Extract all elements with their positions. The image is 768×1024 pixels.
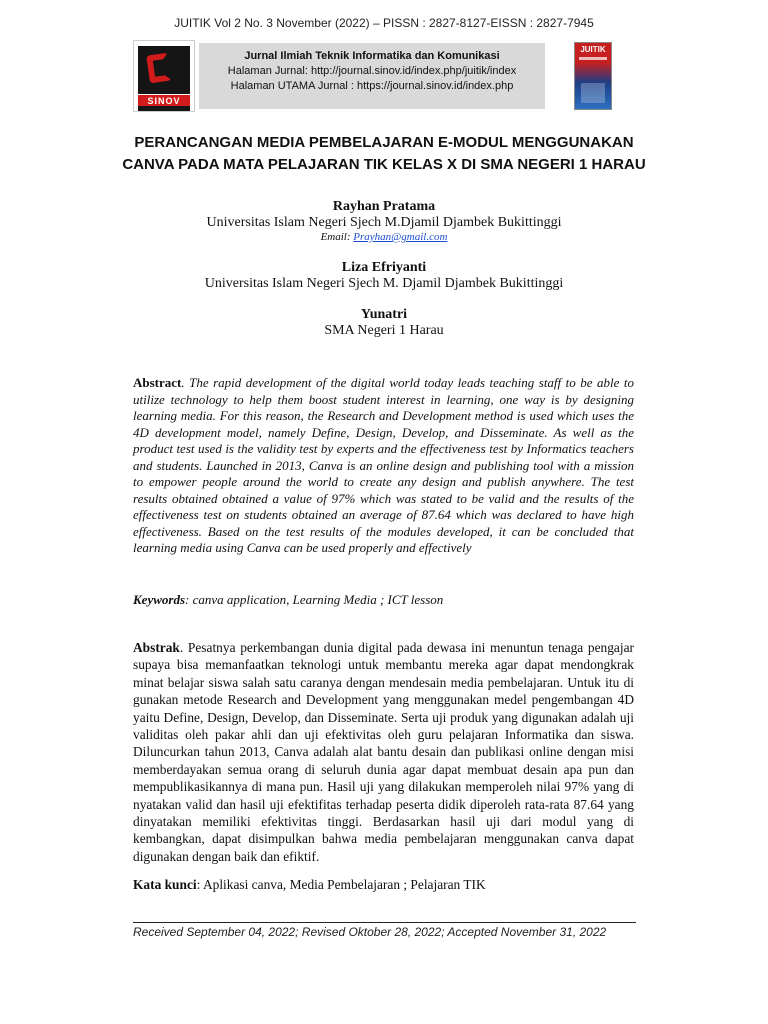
email-label: Email: — [320, 231, 351, 243]
author-affiliation: Universitas Islam Negeri Sjech M. Djamil Djambek Bukittinggi — [204, 276, 564, 291]
abstract-indonesian — [133, 639, 634, 865]
author-email — [0, 231, 768, 243]
author-name: Rayhan Pratama — [332, 199, 436, 214]
journal-info-box — [199, 43, 545, 109]
abstrak-label: Abstrak — [133, 640, 180, 655]
footer-divider — [133, 922, 636, 923]
kata-kunci — [133, 877, 634, 893]
title-line-1: PERANCANGAN MEDIA PEMBELAJARAN E-MODUL MENGGUNAKAN — [134, 134, 634, 151]
logo-subbar — [138, 106, 190, 111]
kata-kunci-text: : Aplikasi canva, Media Pembelajaran ; Pelajaran TIK — [196, 877, 486, 892]
issue-line: JUITIK Vol 2 No. 3 November (2022) – PISSN : 2827-8127-EISSN : 2827-7945 — [174, 16, 594, 30]
journal-cover-thumbnail — [574, 42, 612, 110]
author-block-1 — [0, 199, 768, 243]
cover-panel — [581, 83, 605, 103]
received-dates: Received September 04, 2022; Revised Oktober 28, 2022; Accepted November 31, 2022 — [133, 925, 607, 939]
abstrak-text: . Pesatnya perkembangan dunia digital pada dewasa ini menuntun tenaga pengajar supaya bisa memanfaatkan teknologi untuk membantu mereka agar dapat mendongkrak minat belajar siswa salah satu caranya dengan mendesain media pembelajaran. Untuk itu di gunakan metode Research and Development yang menggunakan medel pengembangan 4D yaitu Define, Design, Develop, dan Disseminate. Serta uji produk yang digunakan adalah uji validitas oleh pakar ahli dan uji efektivitas oleh guru pelajaran Informatika dan siswa. Diluncurkan tahun 2013, Canva adalah alat bantu desain dan publikasi online dengan misi memberdayakan semua orang di seluruh dunia agar dapat membuat desain apa pun dan mempublikasikannya di mana pun. Hasil uji yang dilakukan memperoleh nilai 97% yang di nyatakan valid dan hasil uji efektifitas terhadap peserta didik diperoleh rata-rata 87.64 yang dinyatakan memiliki efektivitas tinggi. Berdasarkan hasil uji dari modul yang di kembangkan, dapat disimpulkan bahwa media pembelajaran menggunakan canva dapat digunakan dengan baik dan efiktif. — [133, 640, 634, 864]
cover-label: JUITIK — [580, 45, 606, 54]
author-name: Yunatri — [360, 307, 408, 322]
keywords-label: Keywords — [133, 592, 185, 607]
journal-name: Jurnal Ilmiah Teknik Informatika dan Komunikasi — [244, 50, 500, 62]
logo-mark-icon — [146, 53, 172, 84]
abstract-text: . The rapid development of the digital world today leads teaching staff to be able to utilize technology to help them boost student interest in learning, one way is by designing learning media. For this reason, the Research and Development method is used which uses the 4D development model, namely Define, Design, Develop, and Disseminate. As well as the product test used is the validity test by experts and the effectiveness test by Informatics teachers and students. Launched in 2013, Canva is an online design and publishing tool with a mission to empower people around the world to create any design and publish anywhere. The test results obtained obtained a value of 97% which was stated to be valid and the results of the effectiveness test on students obtained an average of 87.64 which was declared to have high effectiveness. Based on the test results of the modules developed, it can be concluded that learning media using Canva can be used properly and effectively — [133, 375, 634, 555]
paper-title — [60, 132, 708, 176]
logo-wordmark: SINOV — [138, 95, 190, 107]
abstract-english — [133, 375, 634, 557]
keywords — [133, 592, 634, 608]
main-page-link[interactable]: Halaman UTAMA Jurnal : https://journal.sinov.id/index.php — [230, 80, 514, 92]
sinov-logo — [133, 40, 195, 112]
author-affiliation: Universitas Islam Negeri Sjech M.Djamil Djambek Bukittinggi — [206, 215, 562, 230]
author-affiliation: SMA Negeri 1 Harau — [324, 323, 444, 338]
author-block-3 — [0, 307, 768, 339]
keywords-text: : canva application, Learning Media ; ICT lesson — [185, 592, 444, 607]
journal-page-link[interactable]: Halaman Jurnal: http://journal.sinov.id/index.php/juitik/index — [227, 65, 517, 77]
journal-header — [133, 40, 611, 112]
cover-stripe — [579, 57, 607, 60]
email-link[interactable]: Prayhan@gmail.com — [353, 231, 448, 243]
abstract-label: Abstract — [133, 375, 182, 390]
kata-kunci-label: Kata kunci — [133, 877, 197, 892]
author-block-2 — [0, 260, 768, 292]
author-name: Liza Efriyanti — [341, 260, 427, 275]
title-line-2: CANVA PADA MATA PELAJARAN TIK KELAS X DI SMA NEGERI 1 HARAU — [122, 156, 646, 173]
